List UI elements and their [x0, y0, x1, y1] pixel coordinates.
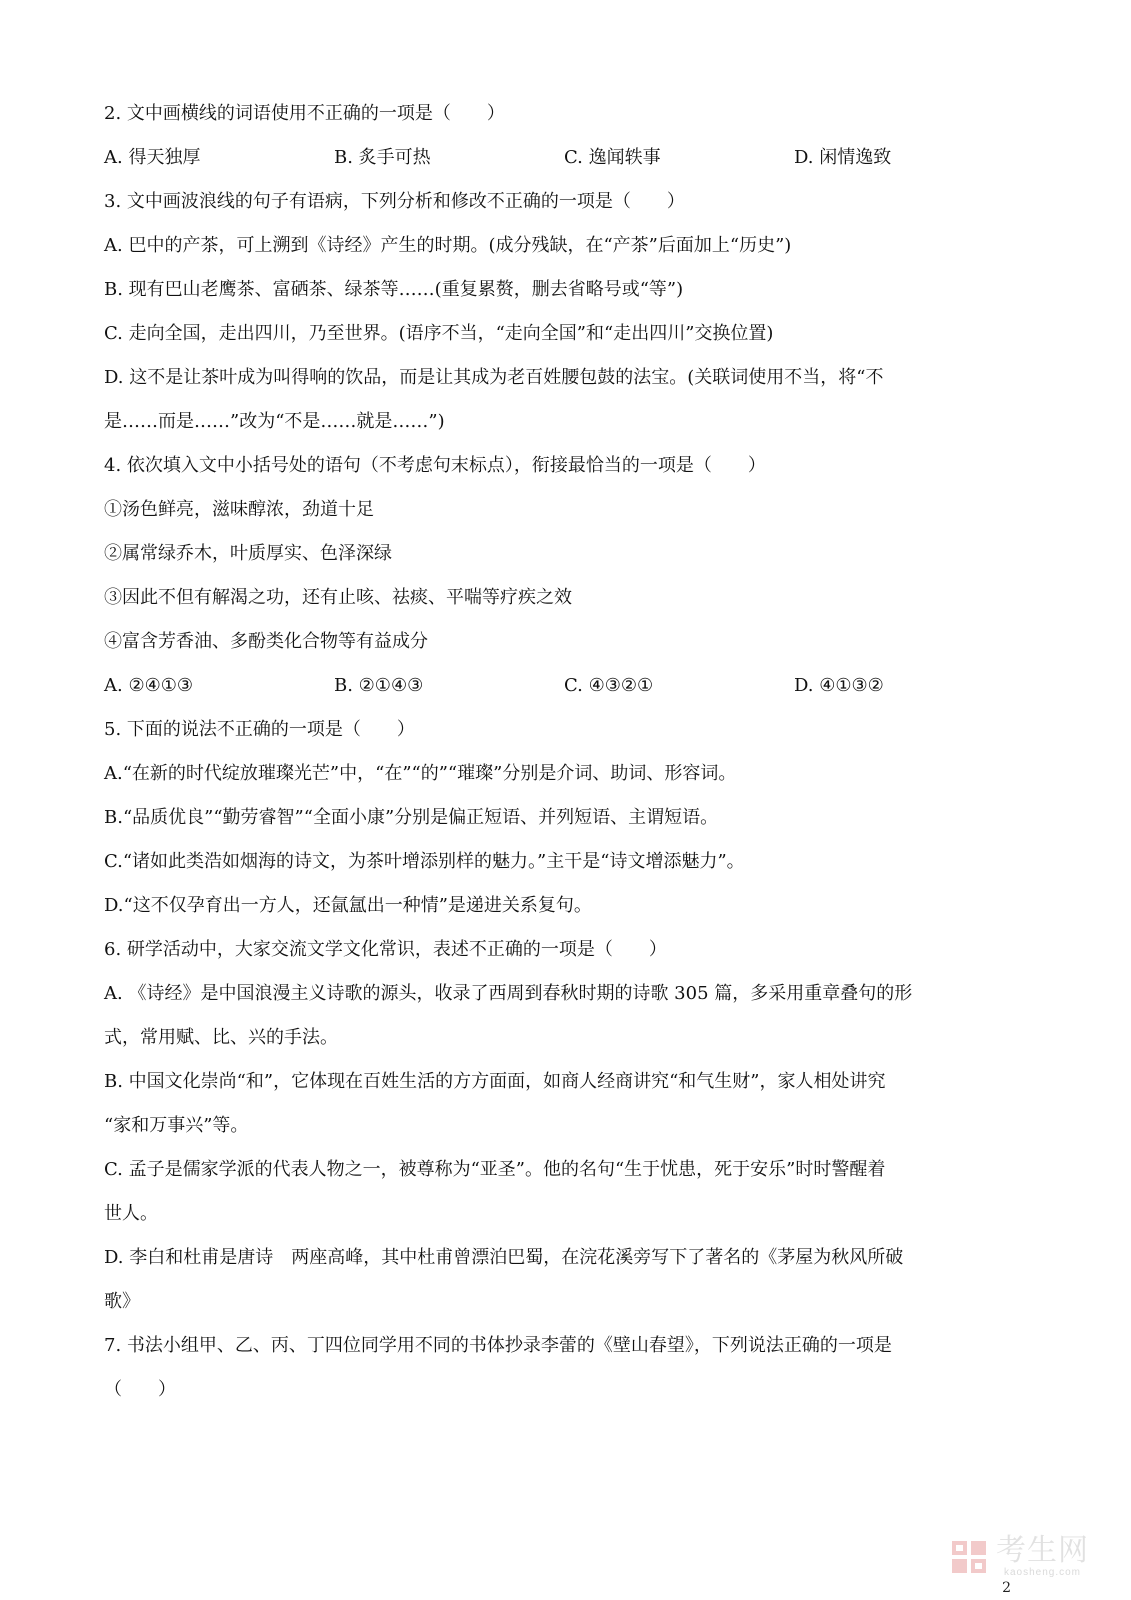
- q6-option-c-line1: C. 孟子是儒家学派的代表人物之一，被尊称为“亚圣”。他的名句“生于忧患，死于安乐”时时警醒着: [104, 1159, 886, 1180]
- q3-option-c: C. 走向全国，走出四川，乃至世界。(语序不当，“走向全国”和“走出四川”交换位置): [104, 323, 774, 344]
- q4-item-4: ④富含芳香油、多酚类化合物等有益成分: [104, 631, 428, 652]
- q3-option-d-line2: 是……而是……”改为“不是……就是……”): [104, 411, 445, 432]
- q2-option-c: C. 逸闻轶事: [564, 147, 661, 168]
- q6-option-b-line1: B. 中国文化崇尚“和”，它体现在百姓生活的方方面面，如商人经商讲究“和气生财”，家人相处讲究: [104, 1071, 886, 1092]
- q6-option-a-line1: A. 《诗经》是中国浪漫主义诗歌的源头，收录了西周到春秋时期的诗歌 305 篇，多采用重章叠句的形: [104, 983, 913, 1004]
- q6-option-c-line2: 世人。: [104, 1203, 158, 1224]
- q6-option-d-line1: D. 李白和杜甫是唐诗 两座高峰，其中杜甫曾漂泊巴蜀，在浣花溪旁写下了著名的《茅屋为秋风所破: [104, 1247, 904, 1268]
- q5-option-d: D.“这不仅孕育出一方人，还氤氲出一种情”是递进关系复句。: [104, 895, 592, 916]
- q6-option-a-line2: 式，常用赋、比、兴的手法。: [104, 1027, 338, 1048]
- q7-stem-line2: （ ）: [104, 1379, 176, 1400]
- watermark: [950, 1535, 1089, 1578]
- q5-option-b: B.“品质优良”“勤劳睿智”“全面小康”分别是偏正短语、并列短语、主谓短语。: [104, 807, 719, 828]
- q3-option-d-line1: D. 这不是让茶叶成为叫得响的饮品，而是让其成为老百姓腰包鼓的法宝。(关联词使用不当，将“不: [104, 367, 884, 388]
- page-number: 2: [1002, 1580, 1011, 1596]
- q4-item-3: ③因此不但有解渴之功，还有止咳、祛痰、平喘等疗疾之效: [104, 587, 572, 608]
- q6-stem: 6. 研学活动中，大家交流文学文化常识，表述不正确的一项是（ ）: [104, 939, 667, 960]
- exam-page: [104, 92, 1024, 1412]
- q4-option-a: A. ②④①③: [104, 675, 193, 696]
- kaosheng-logo-icon: [950, 1537, 990, 1577]
- q4-option-d: D. ④①③②: [794, 675, 884, 696]
- q5-option-c: C.“诸如此类浩如烟海的诗文，为茶叶增添别样的魅力。”主干是“诗文增添魅力”。: [104, 851, 745, 872]
- watermark-brand: 考生网: [996, 1533, 1089, 1568]
- q6-option-d-line2: 歌》: [104, 1291, 140, 1312]
- q3-stem: 3. 文中画波浪线的句子有语病，下列分析和修改不正确的一项是（ ）: [104, 191, 685, 212]
- q4-stem: 4. 依次填入文中小括号处的语句（不考虑句末标点），衔接最恰当的一项是（ ）: [104, 455, 766, 476]
- q7-stem-line1: 7. 书法小组甲、乙、丙、丁四位同学用不同的书体抄录李蕾的《壁山春望》，下列说法正确的一项是: [104, 1335, 892, 1356]
- watermark-text: [996, 1535, 1089, 1578]
- q4-item-2: ②属常绿乔木，叶质厚实、色泽深绿: [104, 543, 392, 564]
- q6-option-b-line2: “家和万事兴”等。: [104, 1115, 249, 1136]
- q4-option-b: B. ②①④③: [334, 675, 424, 696]
- q4-item-1: ①汤色鲜亮，滋味醇浓，劲道十足: [104, 499, 374, 520]
- q2-option-b: B. 炙手可热: [334, 147, 431, 168]
- q2-option-a: A. 得天独厚: [104, 147, 201, 168]
- watermark-url: kaosheng.com: [1003, 1567, 1082, 1578]
- q3-option-b: B. 现有巴山老鹰茶、富硒茶、绿茶等……(重复累赘，删去省略号或“等”): [104, 279, 684, 300]
- q2-option-d: D. 闲情逸致: [794, 147, 892, 168]
- q3-option-a: A. 巴中的产茶，可上溯到《诗经》产生的时期。(成分残缺，在“产茶”后面加上“历史”): [104, 235, 792, 256]
- q5-stem: 5. 下面的说法不正确的一项是（ ）: [104, 719, 415, 740]
- q2-options: [104, 136, 1024, 180]
- q2-stem: 2. 文中画横线的词语使用不正确的一项是（ ）: [104, 103, 505, 124]
- q4-option-c: C. ④③②①: [564, 675, 654, 696]
- q5-option-a: A.“在新的时代绽放璀璨光芒”中，“在”“的”“璀璨”分别是介词、助词、形容词。: [104, 763, 737, 784]
- q4-options: [104, 664, 1024, 708]
